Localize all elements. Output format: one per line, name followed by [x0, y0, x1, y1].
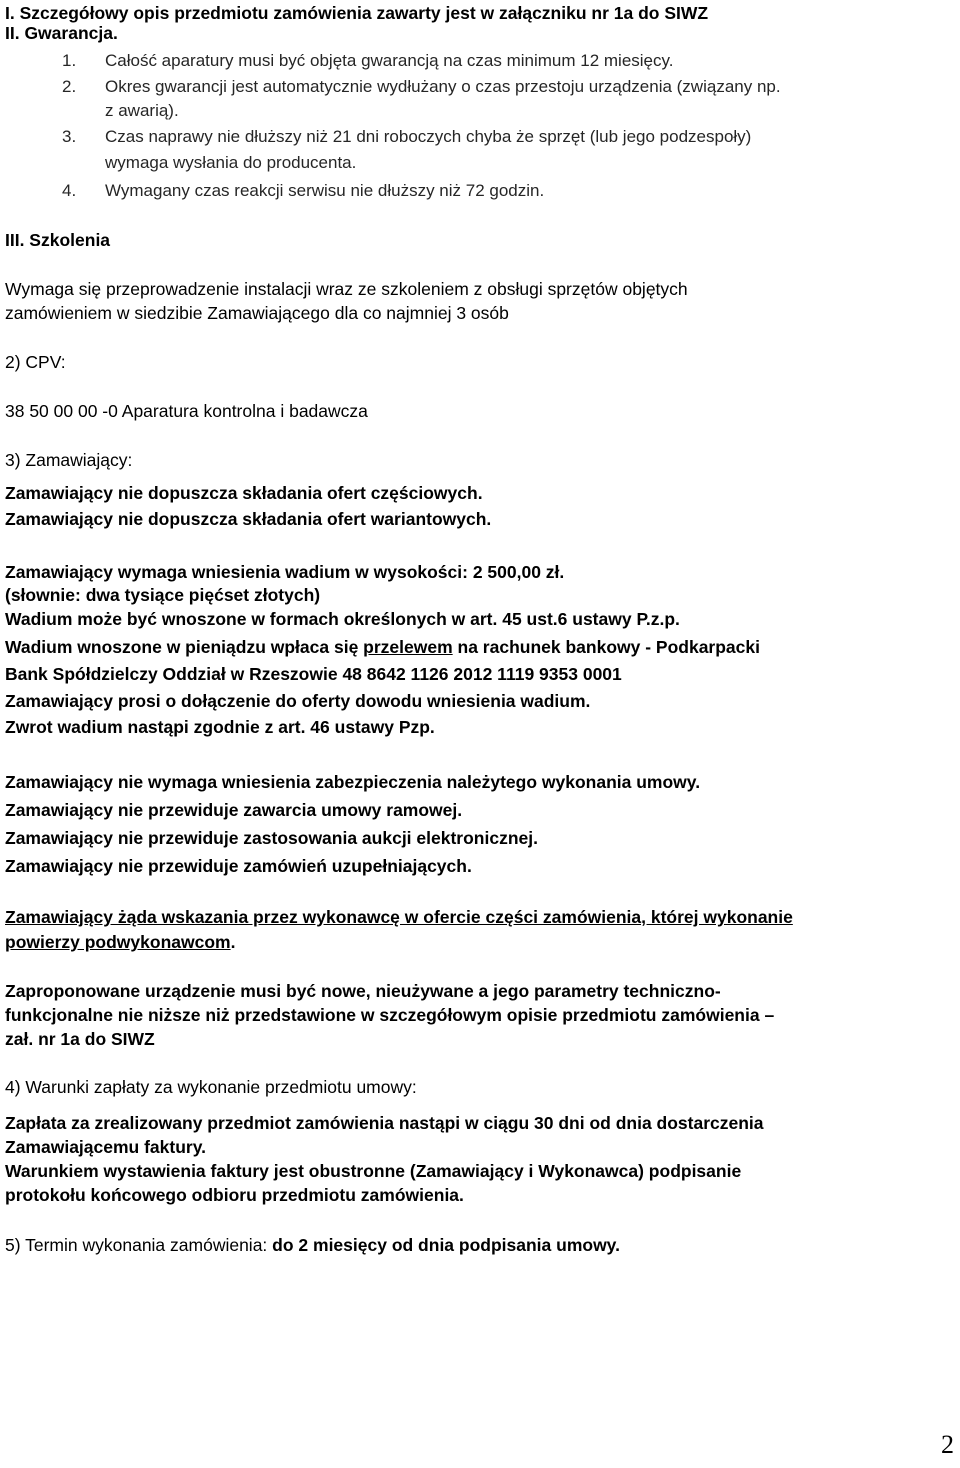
page-number: 2	[941, 1430, 954, 1459]
podwykonawcy-text: powierzy podwykonawcom	[5, 932, 231, 952]
wadium-proof: Zamawiający prosi o dołączenie do oferty dowodu wniesienia wadium.	[5, 691, 591, 711]
platnosc-heading: 4) Warunki zapłaty za wykonanie przedmiotu umowy:	[5, 1077, 417, 1097]
termin-value: do 2 miesięcy od dnia podpisania umowy.	[272, 1235, 620, 1255]
list-item-number: 4.	[62, 181, 77, 200]
list-item: Czas naprawy nie dłuższy niż 21 dni roboczych chyba że sprzęt (lub jego podzespoły)	[105, 127, 752, 146]
wadium-payment-text-end: na rachunek bankowy - Podkarpacki	[452, 637, 760, 657]
list-item: Wymagany czas reakcji serwisu nie dłuższy niż 72 godzin.	[105, 181, 545, 200]
wadium-payment-text: Wadium wnoszone w pieniądzu wpłaca się	[5, 637, 364, 657]
termin-line	[5, 1234, 620, 1256]
platnosc-line: Warunkiem wystawienia faktury jest obustronne (Zamawiający i Wykonawca) podpisanie	[5, 1161, 742, 1181]
termin-label: 5) Termin wykonania zamówienia:	[5, 1235, 273, 1255]
urzadzenie-line: Zaproponowane urządzenie musi być nowe, nieużywane a jego parametry techniczno-	[5, 981, 721, 1001]
wadium-amount: Zamawiający wymaga wniesienia wadium w wysokości: 2 500,00 zł.	[5, 562, 565, 582]
zabezpieczenie-statement: Zamawiający nie wymaga wniesienia zabezpieczenia należytego wykonania umowy.	[5, 772, 701, 792]
list-item-continuation: wymaga wysłania do producenta.	[105, 153, 357, 172]
wadium-words: (słownie: dwa tysiące pięćset złotych)	[5, 585, 321, 605]
list-item-number: 1.	[62, 51, 77, 70]
podwykonawcy-line: Zamawiający żąda wskazania przez wykonawcę w ofercie części zamówienia, której wykonanie	[5, 907, 793, 927]
cpv-code: 38 50 00 00 -0 Aparatura kontrolna i badawcza	[5, 401, 368, 421]
list-item-number: 2.	[62, 77, 77, 96]
cpv-heading: 2) CPV:	[5, 352, 66, 372]
section-3-heading: III. Szkolenia	[5, 230, 111, 250]
urzadzenie-line: funkcjonalne nie niższe niż przedstawione w szczegółowym opisie przedmiotu zamówienia –	[5, 1005, 775, 1025]
platnosc-line: Zamawiającemu faktury.	[5, 1137, 207, 1157]
section-2-heading: II. Gwarancja.	[5, 23, 118, 43]
umowa-ramowa-statement: Zamawiający nie przewiduje zawarcia umowy ramowej.	[5, 800, 463, 820]
oferty-czesciowe: Zamawiający nie dopuszcza składania ofert częściowych.	[5, 483, 483, 503]
wadium-return: Zwrot wadium nastąpi zgodnie z art. 46 ustawy Pzp.	[5, 717, 435, 737]
wadium-forms: Wadium może być wnoszone w formach określonych w art. 45 ust.6 ustawy P.z.p.	[5, 609, 680, 629]
bank-account: Bank Spółdzielczy Oddział w Rzeszowie 48 8642 1126 2012 1119 9353 0001	[5, 664, 622, 684]
zamawiajacy-heading: 3) Zamawiający:	[5, 450, 133, 470]
wadium-payment-line	[5, 636, 760, 658]
szkolenia-text-line: zamówieniem w siedzibie Zamawiającego dla co najmniej 3 osób	[5, 303, 509, 323]
zamowienia-uzupelniajace-statement: Zamawiający nie przewiduje zamówień uzupełniających.	[5, 856, 472, 876]
platnosc-line: Zapłata za zrealizowany przedmiot zamówienia nastąpi w ciągu 30 dni od dnia dostarczenia	[5, 1113, 764, 1133]
szkolenia-text-line: Wymaga się przeprowadzenie instalacji wraz ze szkoleniem z obsługi sprzętów objętych	[5, 279, 688, 299]
list-item-continuation: z awarią).	[105, 101, 179, 120]
section-1-heading: I. Szczegółowy opis przedmiotu zamówienia zawarty jest w załączniku nr 1a do SIWZ	[5, 3, 709, 23]
oferty-wariantowe: Zamawiający nie dopuszcza składania ofert wariantowych.	[5, 509, 492, 529]
podwykonawcy-line	[5, 931, 235, 953]
aukcja-statement: Zamawiający nie przewiduje zastosowania aukcji elektronicznej.	[5, 828, 538, 848]
przelew-link-text: przelewem	[363, 637, 453, 657]
urzadzenie-line: zał. nr 1a do SIWZ	[5, 1029, 155, 1049]
platnosc-line: protokołu końcowego odbioru przedmiotu zamówienia.	[5, 1185, 464, 1205]
list-item: Całość aparatury musi być objęta gwarancją na czas minimum 12 miesięcy.	[105, 51, 674, 70]
list-item: Okres gwarancji jest automatycznie wydłużany o czas przestoju urządzenia (związany np.	[105, 77, 781, 96]
podwykonawcy-period: .	[230, 932, 236, 952]
list-item-number: 3.	[62, 127, 77, 146]
